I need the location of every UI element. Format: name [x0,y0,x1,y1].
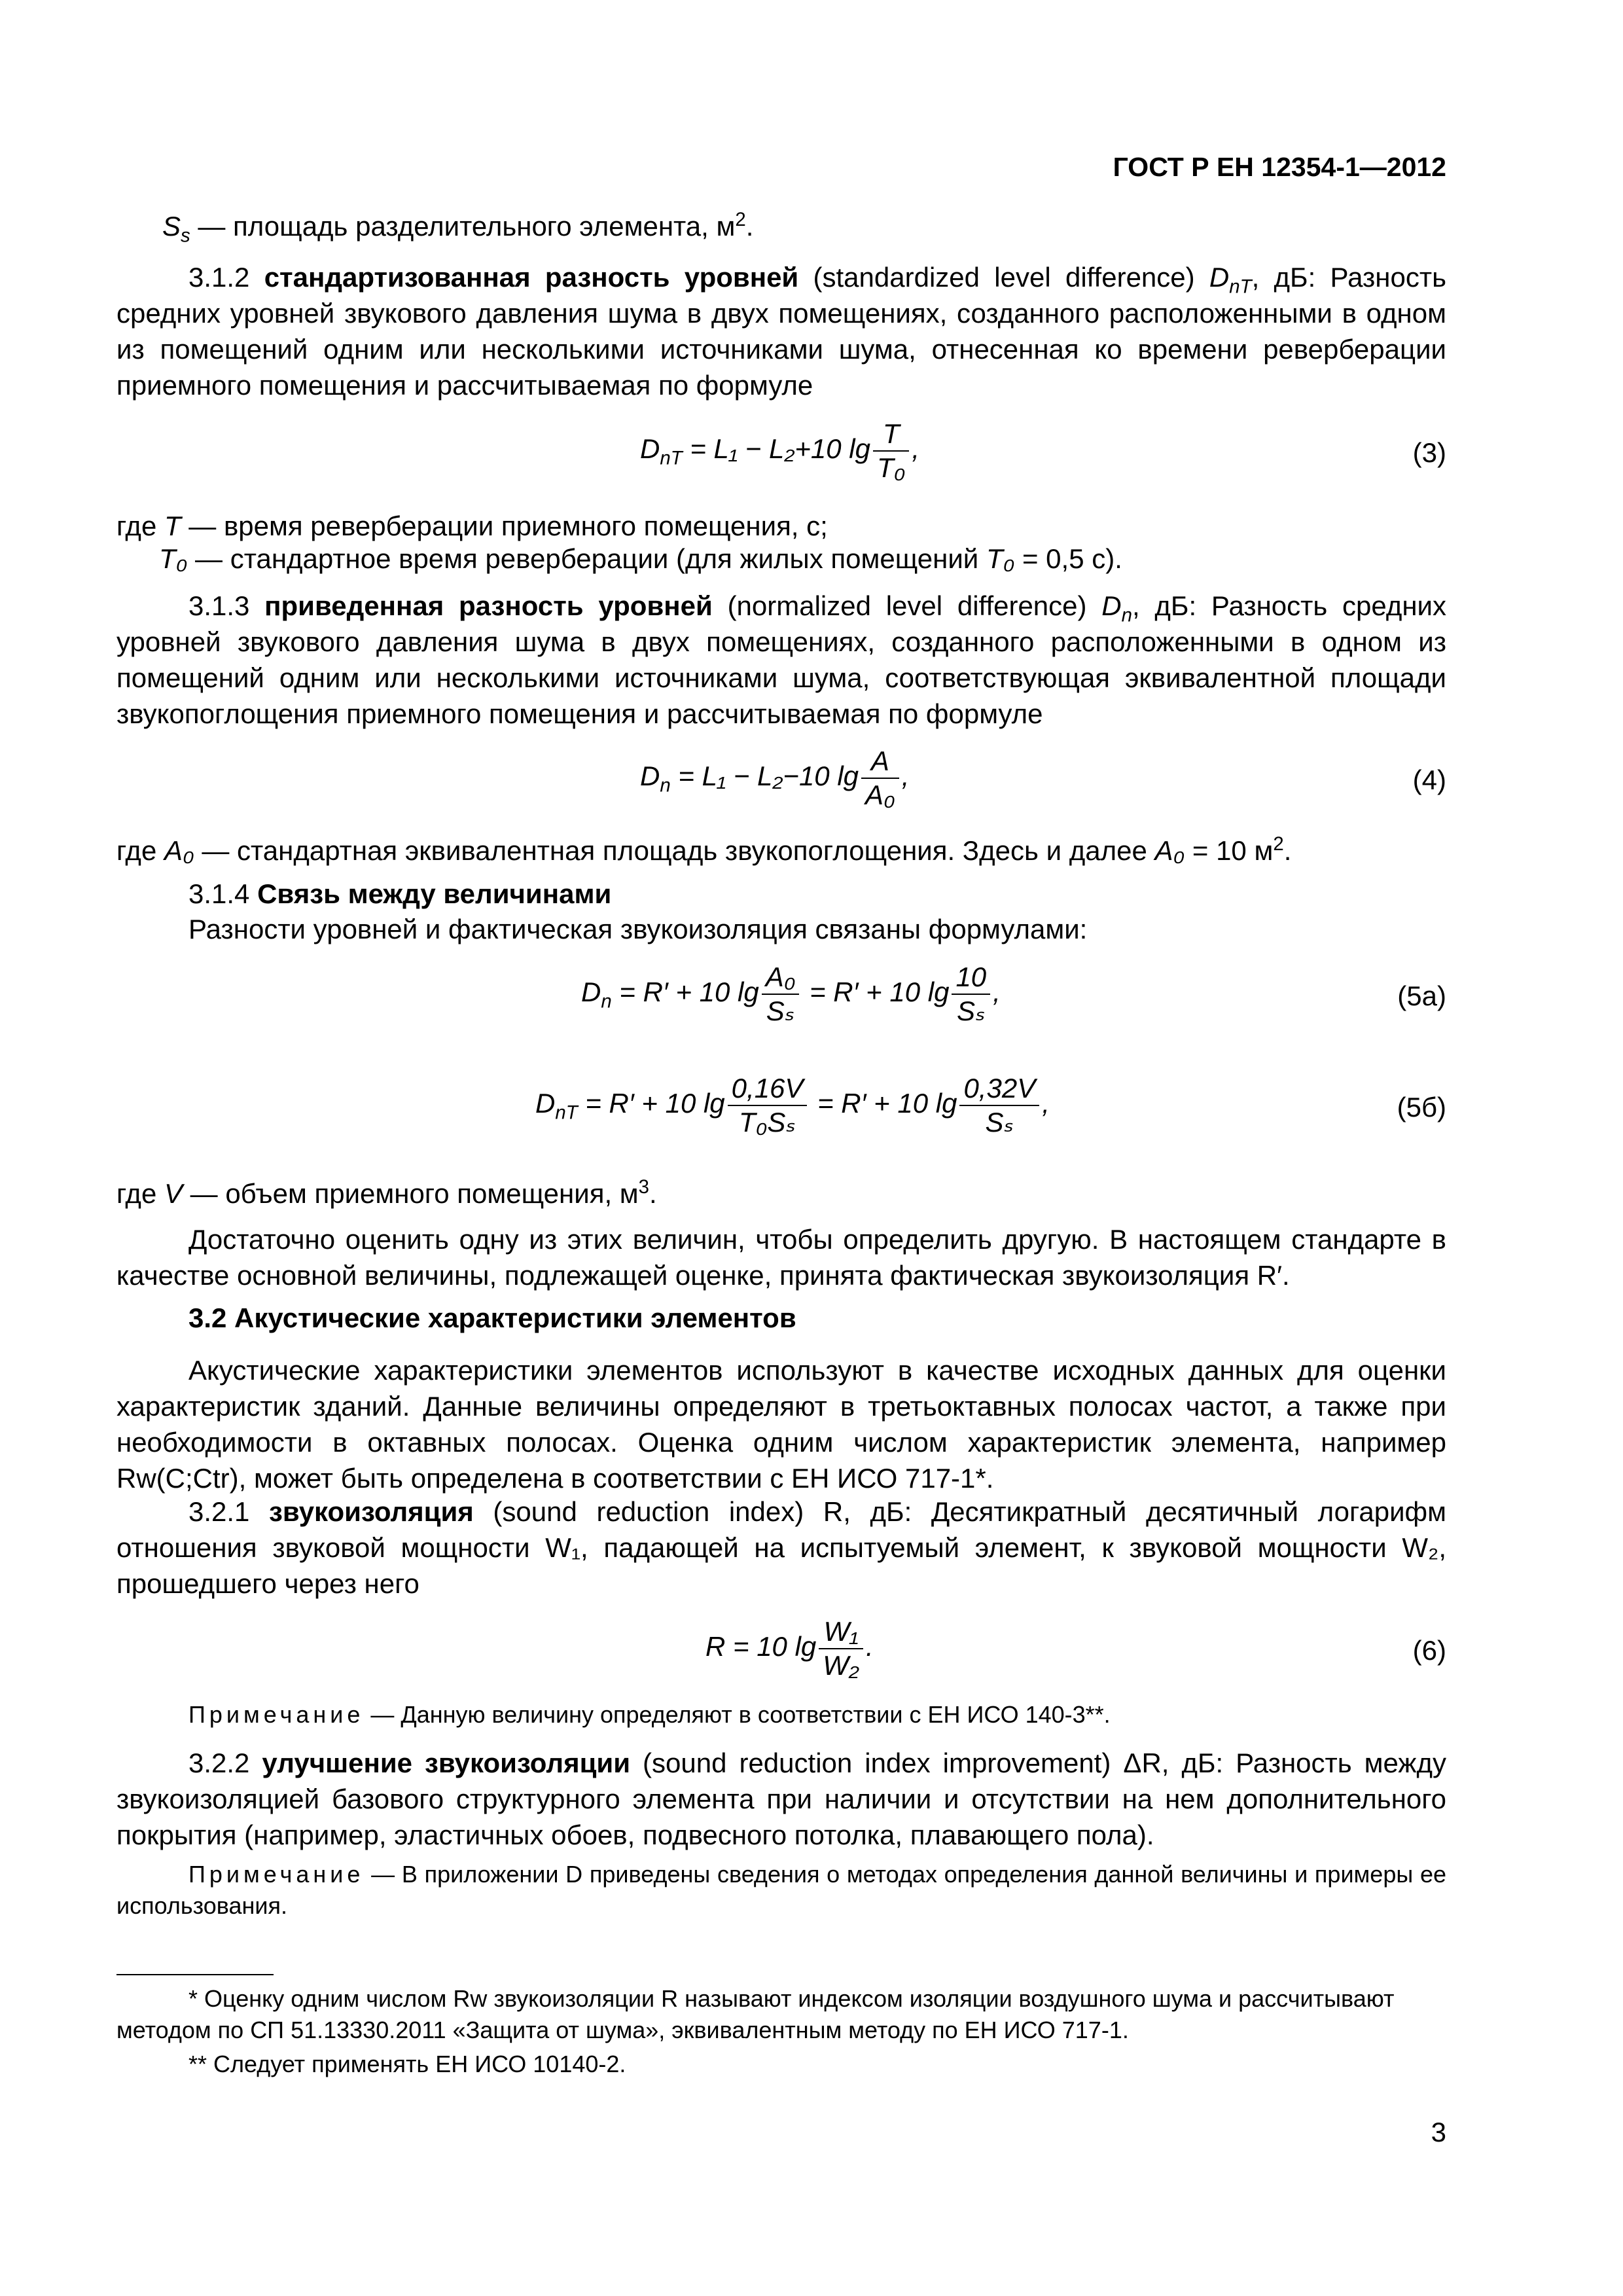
eq-tail: , [1042,1088,1050,1119]
note-1 [188,1699,1446,1731]
note-label: Примечание [188,1861,365,1888]
clause-term: звукоизоляция [269,1496,474,1527]
section-3-2-title: 3.2 Акустические характеристики элементов [188,1302,796,1333]
where-v [116,1175,1446,1211]
clause-term: улучшение звукоизоляции [262,1748,631,1778]
eq-part-2: = R′ + 10 lg [802,977,950,1008]
where-end: . [649,1178,657,1209]
clause-english: (standardized level difference) [798,262,1209,293]
where-t [116,508,1446,544]
equation-5a [581,962,1001,1026]
where-text: — стандартное время реверберации (для жилых помещений [187,543,986,574]
ss-tail: . [745,211,754,242]
where-end: . [1283,835,1292,866]
eq-part-1: = R′ + 10 lg [611,977,759,1008]
where-a0 [116,833,1446,869]
eq-tail: , [901,761,910,792]
paragraph-acoustic: Акустические характеристики элементов используют в качестве исходных данных для оценки характеристик зданий. Данные величины определяют в третьоктавных полосах частот, а также при необходимости в октавных полосах. Оценка одним числом характеристик элемента, например Rw(C;Ctr), может быть определена в соответствии с ЕН ИСО 717-1*. [116,1355,1446,1494]
eq-tail: , [993,977,1001,1008]
where-pre: где [116,511,164,541]
clause-3-1-4-title [188,876,611,912]
where-symbol-2: T₀ [986,543,1015,574]
equation-5b [535,1073,1050,1138]
equation-label-6: (6) [1412,1635,1446,1666]
eq-denominator: Sₛ [766,996,795,1026]
clause-number: 3.2.1 [188,1496,270,1527]
clause-term: приведенная разность уровней [264,590,713,621]
footnote-2: ** Следует применять ЕН ИСО 10140-2. [188,2051,626,2077]
eq-numerator: 0,32V [959,1073,1039,1106]
where-text: — стандартная эквивалентная площадь звукопоглощения. Здесь и далее [194,835,1155,866]
eq-fraction-1 [728,1073,808,1138]
eq-numerator: 0,16V [728,1073,808,1106]
ss-sup: 2 [735,209,746,230]
clause-3-2-1 [116,1494,1446,1602]
eq-denominator: A₀ [865,780,895,810]
where-symbol: A₀ [164,835,194,866]
equation-label-5a: (5а) [1397,980,1446,1011]
eq-denominator: T₀ [876,452,906,483]
document-number-header: ГОСТ Р ЕН 12354-1—2012 [1113,152,1446,182]
where-t0 [116,541,1446,577]
note-2 [116,1859,1446,1922]
eq-lhs-sub: nT [555,1102,578,1124]
where-sup: 2 [1273,833,1284,855]
clause-3-2-2 [116,1745,1446,1853]
clause-number: 3.1.4 [188,878,258,909]
clause-term: Связь между величинами [257,878,612,909]
where-tail: = 10 м [1185,835,1274,866]
where-symbol: T [164,511,181,541]
eq-tail: . [865,1631,874,1662]
eq-fraction-1 [762,962,800,1026]
eq-numerator: W₁ [819,1617,863,1649]
page-number: 3 [1431,2117,1446,2147]
eq-part-1: = R′ + 10 lg [577,1088,725,1119]
document-page [116,0,1446,2296]
equation-3 [640,419,919,483]
eq-lhs-sub: n [660,774,671,797]
where-symbol: T₀ [159,543,188,574]
note-text: — Данную величину определяют в соответствии с ЕН ИСО 140-3**. [364,1701,1111,1728]
eq-lhs: D [581,977,601,1008]
ss-text: — площадь разделительного элемента, м [190,211,736,242]
eq-numerator: A [861,746,899,779]
eq-lhs-sub: n [601,990,612,1013]
eq-numerator: A₀ [762,962,800,995]
eq-denominator: Sₛ [956,996,986,1026]
clause-text: , дБ: Разность средних уровней звукового давления шума в двух помещениях, созданного расположенными в одном из помещений одним или несколькими источниками шума, отнесенная ко времени реверберации приемного помещения и рассчитываемая по формуле [116,262,1446,401]
eq-lhs: D [535,1088,556,1119]
clause-text: , дБ: Разность средних уровней звукового давления шума в двух помещениях, созданного расположенными в одном из помещений одним или несколькими источниками шума, соответствующая эквивалентной площади звукопоглощения приемного помещения и рассчитываемая по формуле [116,590,1446,729]
eq-lhs: D [640,433,660,465]
where-pre: где [116,1178,164,1209]
eq-fraction-2 [959,1073,1039,1138]
clause-term: стандартизованная разность уровней [264,262,799,293]
eq-fraction [819,1617,863,1681]
equation-6 [705,1617,874,1681]
clause-english: (sound reduction index) [473,1496,823,1527]
clause-symbol-sub: n [1121,604,1132,626]
clause-3-1-4-text: Разности уровней и фактическая звукоизоляция связаны формулами: [188,914,1088,944]
eq-fraction [861,746,899,810]
eq-denominator: W₂ [823,1650,859,1681]
symbol-s: S [162,211,181,242]
equation-label-4: (4) [1412,764,1446,795]
clause-english: (normalized level difference) [712,590,1102,621]
clause-text: R, дБ: Десятикратный десятичный логарифм отношения звуковой мощности W₁, падающей на испытуемый элемент, к звуковой мощности W₂, прошедшего через него [116,1496,1446,1599]
clause-english: (sound reduction index improvement) [630,1748,1124,1778]
eq-lhs-sub: nT [660,447,683,469]
clause-3-1-2 [116,259,1446,403]
eq-tail: , [912,433,920,465]
equation-4 [640,746,909,810]
paragraph-assessment: Достаточно оценить одну из этих величин, чтобы определить другую. В настоящем стандарте в качестве основной величины, подлежащей оценке, принята фактическая звукоизоляция R′. [116,1224,1446,1291]
eq-denominator: Sₛ [985,1107,1014,1138]
note-text: — В приложении D приведены сведения о методах определения данной величины и примеры ее использования. [116,1861,1446,1919]
footnote-divider [116,1974,274,1975]
eq-denominator: T₀Sₛ [739,1107,796,1138]
clause-symbol-sub: nT [1229,276,1252,298]
eq-numerator: 10 [952,962,990,995]
note-label: Примечание [188,1701,365,1728]
clause-3-1-3 [116,588,1446,732]
footnote-1: * Оценку одним числом Rw звукоизоляции R называют индексом изоляции воздушного шума и рассчитывают методом по СП 51.13330.2011 «Защита от шума», эквивалентным методу по ЕН ИСО 717-1. [116,1985,1395,2043]
where-pre: где [116,835,164,866]
where-text: — время реверберации приемного помещения, с; [181,511,828,541]
equation-label-5b: (5б) [1397,1092,1446,1122]
where-text: — объем приемного помещения, м [182,1178,639,1209]
eq-fraction [873,419,909,483]
definition-ss [116,208,1446,247]
clause-symbol: D [1209,262,1230,293]
eq-numerator: T [873,419,909,452]
eq-mid: = L₁ − L₂+10 lg [682,433,870,465]
where-symbol-2: A₀ [1154,835,1185,866]
eq-lhs: D [640,761,660,792]
eq-part-2: = R′ + 10 lg [810,1088,957,1119]
eq-fraction-2 [952,962,990,1026]
clause-number: 3.1.3 [188,590,265,621]
where-tail: = 0,5 с). [1014,543,1122,574]
symbol-s-sub: s [181,224,190,247]
eq-mid: = L₁ − L₂−10 lg [670,761,859,792]
clause-number: 3.2.2 [188,1748,262,1778]
clause-text: ΔR, дБ: Разность между звукоизоляцией базового структурного элемента при наличии и отсутствии на нем дополнительного покрытия (например, эластичных обоев, подвесного потолка, плавающего пола). [116,1748,1446,1850]
equation-label-3: (3) [1412,437,1446,468]
clause-symbol: D [1101,590,1122,621]
eq-lhs: R = 10 lg [705,1631,817,1662]
where-sup: 3 [638,1176,650,1198]
where-symbol: V [164,1178,183,1209]
clause-number: 3.1.2 [188,262,264,293]
